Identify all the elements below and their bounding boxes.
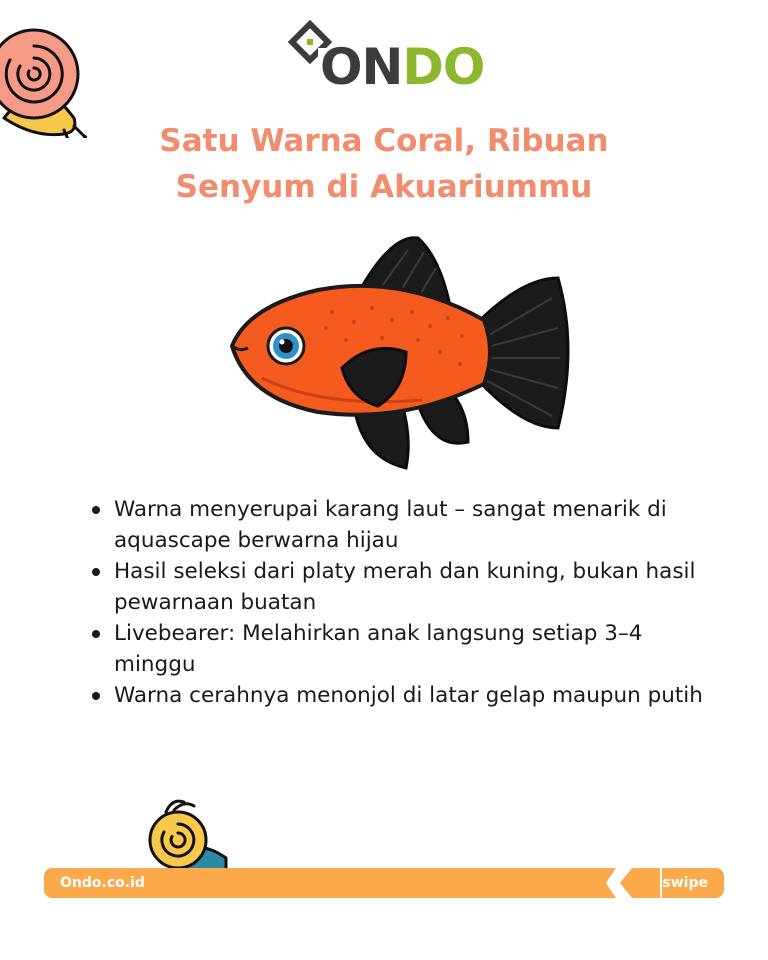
list-item: Livebearer: Melahirkan anak langsung setiap 3–4 minggu xyxy=(88,618,708,680)
page-title xyxy=(80,118,688,210)
list-item: Warna cerahnya menonjol di latar gelap maupun putih xyxy=(88,680,708,711)
list-item: Warna menyerupai karang laut – sangat menarik di aquascape berwarna hijau xyxy=(88,494,708,556)
chevron-left-icon xyxy=(606,862,662,904)
snail-icon-bottom xyxy=(144,798,230,870)
footer-bar xyxy=(44,868,724,898)
logo-text-do: DO xyxy=(402,38,485,96)
list-item: Hasil seleksi dari platy merah dan kuning, bukan hasil pewarnaan buatan xyxy=(88,556,708,618)
feature-list xyxy=(88,494,708,711)
ondo-logo xyxy=(288,20,488,100)
title-line-1: Satu Warna Coral, Ribuan xyxy=(159,123,609,159)
coral-platy-fish-icon xyxy=(222,228,582,478)
title-line-2: Senyum di Akuariummu xyxy=(175,169,593,205)
logo-wordmark xyxy=(320,38,485,96)
swipe-button[interactable]: swipe xyxy=(662,875,708,891)
snail-icon xyxy=(0,22,90,138)
logo-text-on: ON xyxy=(320,38,403,96)
footer-site-link[interactable]: Ondo.co.id xyxy=(60,875,145,891)
